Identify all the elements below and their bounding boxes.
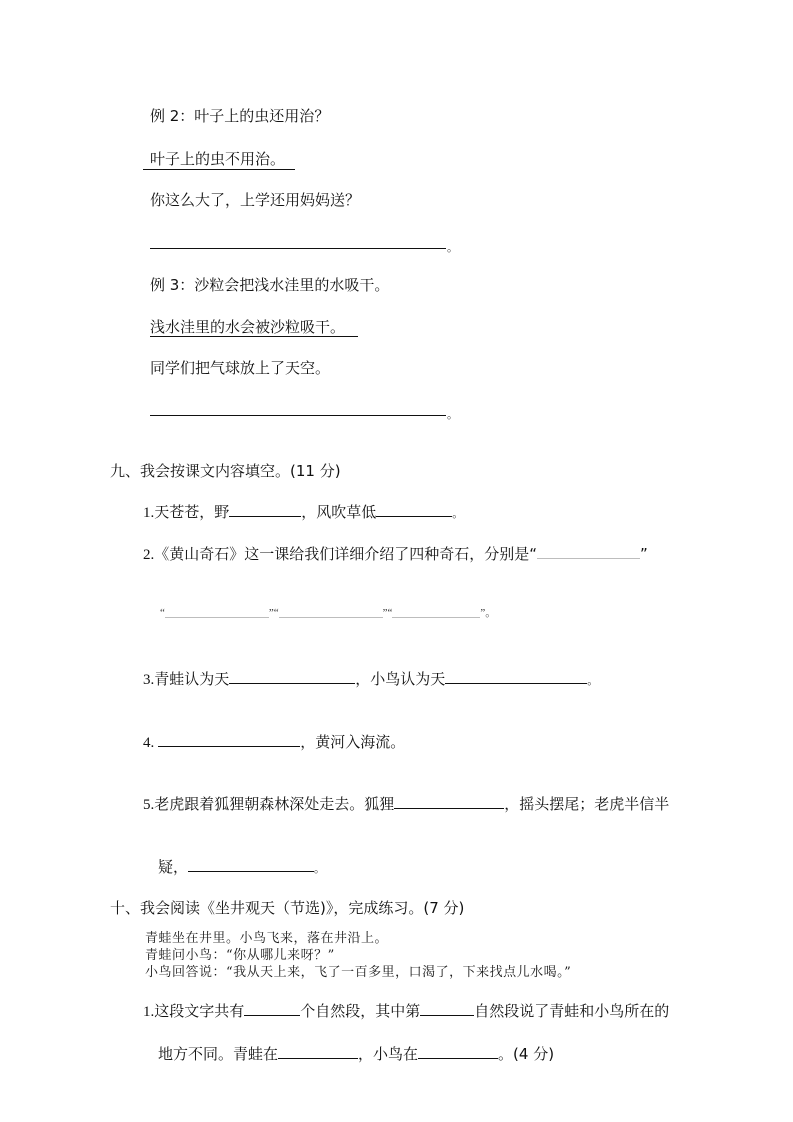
item-text: 疑， [158, 858, 189, 876]
item-text: ，黄河入海流。 [300, 733, 406, 751]
section-9-item-2 [143, 544, 648, 565]
fill-blank-frog-location[interactable] [278, 1044, 358, 1059]
fill-blank-bird-sky[interactable] [445, 669, 587, 684]
exercise-2-end-mark: 。 [447, 241, 458, 254]
example-2-answer-text: 叶子上的虫不用治。 [150, 150, 286, 168]
example-3-answer: 浅水洼里的水会被沙粒吸干。 [150, 318, 346, 336]
item-text: 个自然段，其中第 [300, 1002, 421, 1020]
item-number: 1. [143, 505, 155, 521]
item-text: 天苍苍，野 [154, 503, 230, 521]
item-text: 。 [314, 862, 326, 875]
section-9-item-5 [143, 794, 669, 815]
example-2-prompt: 例 2：叶子上的虫还用治？ [150, 107, 330, 125]
item-text: ” [640, 545, 648, 563]
item-text: ，小鸟在 [358, 1045, 419, 1063]
item-text: 。 [452, 507, 464, 520]
exercise-3-end-mark: 。 [447, 408, 458, 421]
item-number: 3. [143, 672, 155, 688]
exercise-2-question: 你这么大了，上学还用妈妈送？ [150, 191, 361, 209]
section-9-item-3 [143, 669, 598, 691]
item-text: ，风吹草低 [301, 503, 377, 521]
fill-blank-1[interactable] [229, 502, 301, 517]
section-9-item-2-line-2 [160, 603, 496, 623]
section-9-item-5-line-2 [158, 857, 325, 879]
section-10-title: 十、我会阅读《坐井观天（节选)》，完成练习。(7 分) [110, 899, 465, 917]
fill-blank-tiger[interactable] [188, 857, 314, 872]
item-number: 5. [143, 797, 155, 813]
item-number: 1. [143, 1004, 155, 1020]
item-number: 4. [143, 735, 155, 751]
item-text: 这段文字共有 [154, 1002, 245, 1020]
item-text: 老虎跟着狐狸朝森林深处走去。狐狸 [154, 795, 395, 813]
fill-blank-poem[interactable] [158, 732, 300, 747]
item-number: 2. [143, 547, 155, 563]
example-3-answer-underline [150, 336, 358, 337]
fill-blank-frog-sky[interactable] [229, 669, 355, 684]
fill-blank-fox[interactable] [394, 794, 504, 809]
example-3-prompt: 例 3：沙粒会把浅水洼里的水吸干。 [150, 276, 390, 294]
quote-mark: “ [160, 607, 165, 619]
section-9-title: 九、我会按课文内容填空。(11 分) [110, 462, 341, 480]
fill-blank-stone-1[interactable] [537, 544, 640, 559]
fill-blank-paragraph-count[interactable] [244, 1001, 300, 1016]
quote-mark: ”“ [382, 607, 393, 619]
example-2-answer-underline [143, 169, 295, 170]
item-text: ，摇头摆尾；老虎半信半 [504, 795, 670, 813]
passage-line-2: 青蛙问小鸟：“你从哪儿来呀？” [145, 948, 335, 963]
section-9-item-4 [143, 732, 405, 753]
quote-mark: ”。 [480, 607, 497, 619]
item-text: 。 [587, 674, 599, 687]
fill-blank-paragraph-number[interactable] [420, 1001, 474, 1016]
fill-blank-stone-3[interactable] [279, 603, 383, 618]
exercise-3-question: 同学们把气球放上了天空。 [150, 359, 331, 377]
fill-blank-stone-4[interactable] [392, 603, 480, 618]
fill-blank-stone-2[interactable] [165, 603, 269, 618]
quote-mark: ”“ [268, 607, 279, 619]
item-text: 。(4 分) [498, 1045, 555, 1063]
item-text: 地方不同。青蛙在 [158, 1045, 279, 1063]
section-9-item-1 [143, 502, 463, 524]
passage-line-1: 青蛙坐在井里。小鸟飞来，落在井沿上。 [145, 931, 389, 946]
fill-blank-bird-location[interactable] [418, 1044, 498, 1059]
section-10-item-1-line-2 [158, 1044, 554, 1064]
item-text: 青蛙认为天 [154, 670, 230, 688]
exercise-2-answer-blank[interactable] [150, 248, 446, 249]
fill-blank-2[interactable] [376, 502, 452, 517]
example-2-answer [150, 149, 285, 169]
passage-line-3: 小鸟回答说：“我从天上来，飞了一百多里，口渴了，下来找点儿水喝。” [145, 965, 572, 980]
exercise-3-answer-blank[interactable] [150, 415, 446, 416]
item-text: ，小鸟认为天 [355, 670, 446, 688]
item-text: 《黄山奇石》这一课给我们详细介绍了四种奇石，分别是“ [154, 545, 538, 563]
section-10-item-1 [143, 1001, 669, 1022]
item-text: 自然段说了青蛙和小鸟所在的 [474, 1002, 670, 1020]
